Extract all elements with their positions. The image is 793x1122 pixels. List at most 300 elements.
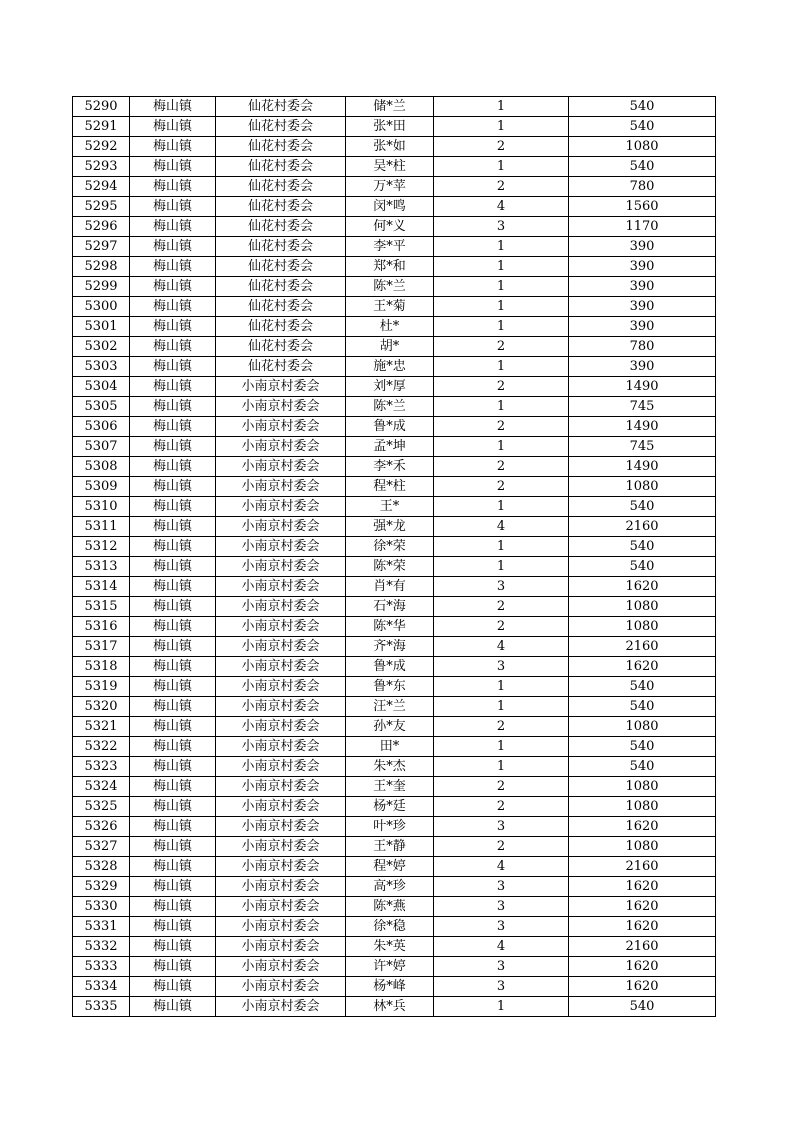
table-row bbox=[73, 277, 716, 297]
town-cell: 梅山镇 bbox=[130, 257, 216, 277]
town-cell: 梅山镇 bbox=[130, 757, 216, 777]
village-committee-cell: 小南京村委会 bbox=[216, 837, 346, 857]
table-row bbox=[73, 757, 716, 777]
row-number-cell: 5333 bbox=[73, 957, 130, 977]
household-count-cell: 2 bbox=[434, 477, 569, 497]
recipient-name-cell: 张*田 bbox=[346, 117, 434, 137]
town-cell: 梅山镇 bbox=[130, 137, 216, 157]
amount-cell: 390 bbox=[569, 257, 716, 277]
recipient-name-cell: 闵*鸣 bbox=[346, 197, 434, 217]
table-row bbox=[73, 997, 716, 1017]
table-row bbox=[73, 557, 716, 577]
amount-cell: 2160 bbox=[569, 857, 716, 877]
village-committee-cell: 小南京村委会 bbox=[216, 817, 346, 837]
village-committee-cell: 小南京村委会 bbox=[216, 637, 346, 657]
town-cell: 梅山镇 bbox=[130, 117, 216, 137]
table-row bbox=[73, 337, 716, 357]
table-row bbox=[73, 837, 716, 857]
amount-cell: 2160 bbox=[569, 937, 716, 957]
recipient-name-cell: 郑*和 bbox=[346, 257, 434, 277]
household-count-cell: 3 bbox=[434, 657, 569, 677]
household-count-cell: 2 bbox=[434, 777, 569, 797]
recipient-name-cell: 储*兰 bbox=[346, 97, 434, 117]
town-cell: 梅山镇 bbox=[130, 577, 216, 597]
amount-cell: 1620 bbox=[569, 577, 716, 597]
village-committee-cell: 仙花村委会 bbox=[216, 237, 346, 257]
recipient-name-cell: 万*苹 bbox=[346, 177, 434, 197]
village-committee-cell: 小南京村委会 bbox=[216, 537, 346, 557]
recipient-name-cell: 何*义 bbox=[346, 217, 434, 237]
village-committee-cell: 仙花村委会 bbox=[216, 217, 346, 237]
row-number-cell: 5303 bbox=[73, 357, 130, 377]
table-row bbox=[73, 397, 716, 417]
row-number-cell: 5301 bbox=[73, 317, 130, 337]
recipient-name-cell: 许*婷 bbox=[346, 957, 434, 977]
amount-cell: 390 bbox=[569, 277, 716, 297]
recipient-name-cell: 杜* bbox=[346, 317, 434, 337]
row-number-cell: 5307 bbox=[73, 437, 130, 457]
recipient-name-cell: 李*禾 bbox=[346, 457, 434, 477]
amount-cell: 1080 bbox=[569, 837, 716, 857]
town-cell: 梅山镇 bbox=[130, 237, 216, 257]
row-number-cell: 5329 bbox=[73, 877, 130, 897]
amount-cell: 1080 bbox=[569, 777, 716, 797]
row-number-cell: 5331 bbox=[73, 917, 130, 937]
town-cell: 梅山镇 bbox=[130, 857, 216, 877]
household-count-cell: 1 bbox=[434, 757, 569, 777]
recipient-name-cell: 吴*柱 bbox=[346, 157, 434, 177]
row-number-cell: 5291 bbox=[73, 117, 130, 137]
household-count-cell: 3 bbox=[434, 897, 569, 917]
village-committee-cell: 小南京村委会 bbox=[216, 857, 346, 877]
household-count-cell: 4 bbox=[434, 937, 569, 957]
row-number-cell: 5311 bbox=[73, 517, 130, 537]
recipient-name-cell: 王*菊 bbox=[346, 297, 434, 317]
table-row bbox=[73, 797, 716, 817]
town-cell: 梅山镇 bbox=[130, 557, 216, 577]
household-count-cell: 4 bbox=[434, 197, 569, 217]
household-count-cell: 2 bbox=[434, 717, 569, 737]
row-number-cell: 5320 bbox=[73, 697, 130, 717]
village-committee-cell: 小南京村委会 bbox=[216, 517, 346, 537]
household-count-cell: 1 bbox=[434, 357, 569, 377]
town-cell: 梅山镇 bbox=[130, 657, 216, 677]
household-count-cell: 2 bbox=[434, 377, 569, 397]
amount-cell: 1620 bbox=[569, 877, 716, 897]
village-committee-cell: 小南京村委会 bbox=[216, 617, 346, 637]
table-row bbox=[73, 697, 716, 717]
recipient-name-cell: 石*海 bbox=[346, 597, 434, 617]
table-row bbox=[73, 297, 716, 317]
village-committee-cell: 小南京村委会 bbox=[216, 597, 346, 617]
amount-cell: 390 bbox=[569, 317, 716, 337]
recipient-name-cell: 刘*厚 bbox=[346, 377, 434, 397]
household-count-cell: 2 bbox=[434, 457, 569, 477]
table-row bbox=[73, 597, 716, 617]
recipient-name-cell: 高*珍 bbox=[346, 877, 434, 897]
amount-cell: 390 bbox=[569, 297, 716, 317]
recipient-name-cell: 叶*珍 bbox=[346, 817, 434, 837]
village-committee-cell: 小南京村委会 bbox=[216, 957, 346, 977]
town-cell: 梅山镇 bbox=[130, 377, 216, 397]
village-committee-cell: 小南京村委会 bbox=[216, 417, 346, 437]
table-row bbox=[73, 217, 716, 237]
household-count-cell: 1 bbox=[434, 557, 569, 577]
amount-cell: 540 bbox=[569, 697, 716, 717]
row-number-cell: 5316 bbox=[73, 617, 130, 637]
recipient-name-cell: 王* bbox=[346, 497, 434, 517]
recipient-name-cell: 程*婷 bbox=[346, 857, 434, 877]
household-count-cell: 2 bbox=[434, 137, 569, 157]
amount-cell: 540 bbox=[569, 677, 716, 697]
household-count-cell: 4 bbox=[434, 857, 569, 877]
recipient-name-cell: 杨*峰 bbox=[346, 977, 434, 997]
household-count-cell: 1 bbox=[434, 317, 569, 337]
amount-cell: 540 bbox=[569, 557, 716, 577]
amount-cell: 1080 bbox=[569, 717, 716, 737]
town-cell: 梅山镇 bbox=[130, 637, 216, 657]
row-number-cell: 5322 bbox=[73, 737, 130, 757]
recipient-name-cell: 陈*兰 bbox=[346, 277, 434, 297]
table-row bbox=[73, 197, 716, 217]
recipient-name-cell: 李*平 bbox=[346, 237, 434, 257]
row-number-cell: 5302 bbox=[73, 337, 130, 357]
table-row bbox=[73, 517, 716, 537]
amount-cell: 2160 bbox=[569, 517, 716, 537]
town-cell: 梅山镇 bbox=[130, 177, 216, 197]
recipient-name-cell: 陈*兰 bbox=[346, 397, 434, 417]
village-committee-cell: 小南京村委会 bbox=[216, 937, 346, 957]
amount-cell: 745 bbox=[569, 397, 716, 417]
household-count-cell: 1 bbox=[434, 397, 569, 417]
table-row bbox=[73, 937, 716, 957]
household-count-cell: 2 bbox=[434, 617, 569, 637]
amount-cell: 1620 bbox=[569, 897, 716, 917]
amount-cell: 1080 bbox=[569, 477, 716, 497]
table-row bbox=[73, 917, 716, 937]
table-row bbox=[73, 537, 716, 557]
household-count-cell: 2 bbox=[434, 177, 569, 197]
town-cell: 梅山镇 bbox=[130, 517, 216, 537]
town-cell: 梅山镇 bbox=[130, 337, 216, 357]
table-row bbox=[73, 617, 716, 637]
town-cell: 梅山镇 bbox=[130, 457, 216, 477]
row-number-cell: 5309 bbox=[73, 477, 130, 497]
household-count-cell: 3 bbox=[434, 577, 569, 597]
row-number-cell: 5294 bbox=[73, 177, 130, 197]
row-number-cell: 5297 bbox=[73, 237, 130, 257]
row-number-cell: 5330 bbox=[73, 897, 130, 917]
household-count-cell: 3 bbox=[434, 917, 569, 937]
household-count-cell: 1 bbox=[434, 997, 569, 1017]
town-cell: 梅山镇 bbox=[130, 737, 216, 757]
household-count-cell: 1 bbox=[434, 237, 569, 257]
row-number-cell: 5290 bbox=[73, 97, 130, 117]
table-row bbox=[73, 97, 716, 117]
household-count-cell: 3 bbox=[434, 977, 569, 997]
row-number-cell: 5334 bbox=[73, 977, 130, 997]
amount-cell: 1620 bbox=[569, 957, 716, 977]
row-number-cell: 5298 bbox=[73, 257, 130, 277]
row-number-cell: 5304 bbox=[73, 377, 130, 397]
amount-cell: 1560 bbox=[569, 197, 716, 217]
town-cell: 梅山镇 bbox=[130, 677, 216, 697]
town-cell: 梅山镇 bbox=[130, 357, 216, 377]
village-committee-cell: 小南京村委会 bbox=[216, 657, 346, 677]
household-count-cell: 3 bbox=[434, 877, 569, 897]
recipient-name-cell: 陈*荣 bbox=[346, 557, 434, 577]
household-count-cell: 1 bbox=[434, 257, 569, 277]
village-committee-cell: 小南京村委会 bbox=[216, 797, 346, 817]
household-count-cell: 1 bbox=[434, 497, 569, 517]
village-committee-cell: 小南京村委会 bbox=[216, 397, 346, 417]
household-count-cell: 3 bbox=[434, 817, 569, 837]
town-cell: 梅山镇 bbox=[130, 477, 216, 497]
row-number-cell: 5293 bbox=[73, 157, 130, 177]
household-count-cell: 1 bbox=[434, 97, 569, 117]
recipient-name-cell: 陈*华 bbox=[346, 617, 434, 637]
village-committee-cell: 小南京村委会 bbox=[216, 437, 346, 457]
row-number-cell: 5319 bbox=[73, 677, 130, 697]
amount-cell: 1080 bbox=[569, 617, 716, 637]
table-row bbox=[73, 977, 716, 997]
table-row bbox=[73, 377, 716, 397]
town-cell: 梅山镇 bbox=[130, 957, 216, 977]
town-cell: 梅山镇 bbox=[130, 937, 216, 957]
village-committee-cell: 仙花村委会 bbox=[216, 157, 346, 177]
table-row bbox=[73, 457, 716, 477]
table-row bbox=[73, 857, 716, 877]
recipient-name-cell: 朱*杰 bbox=[346, 757, 434, 777]
household-count-cell: 1 bbox=[434, 697, 569, 717]
amount-cell: 540 bbox=[569, 757, 716, 777]
household-count-cell: 2 bbox=[434, 597, 569, 617]
household-count-cell: 2 bbox=[434, 837, 569, 857]
village-committee-cell: 仙花村委会 bbox=[216, 97, 346, 117]
household-count-cell: 1 bbox=[434, 117, 569, 137]
row-number-cell: 5295 bbox=[73, 197, 130, 217]
village-committee-cell: 小南京村委会 bbox=[216, 977, 346, 997]
row-number-cell: 5306 bbox=[73, 417, 130, 437]
table-row bbox=[73, 817, 716, 837]
recipient-name-cell: 徐*稳 bbox=[346, 917, 434, 937]
village-committee-cell: 仙花村委会 bbox=[216, 337, 346, 357]
town-cell: 梅山镇 bbox=[130, 597, 216, 617]
household-count-cell: 3 bbox=[434, 217, 569, 237]
row-number-cell: 5292 bbox=[73, 137, 130, 157]
table-row bbox=[73, 777, 716, 797]
table-row bbox=[73, 737, 716, 757]
table-row bbox=[73, 717, 716, 737]
row-number-cell: 5318 bbox=[73, 657, 130, 677]
village-committee-cell: 小南京村委会 bbox=[216, 737, 346, 757]
row-number-cell: 5323 bbox=[73, 757, 130, 777]
recipient-name-cell: 杨*廷 bbox=[346, 797, 434, 817]
household-count-cell: 1 bbox=[434, 677, 569, 697]
row-number-cell: 5315 bbox=[73, 597, 130, 617]
row-number-cell: 5314 bbox=[73, 577, 130, 597]
roster-table bbox=[72, 96, 716, 1017]
amount-cell: 780 bbox=[569, 177, 716, 197]
row-number-cell: 5308 bbox=[73, 457, 130, 477]
row-number-cell: 5325 bbox=[73, 797, 130, 817]
town-cell: 梅山镇 bbox=[130, 897, 216, 917]
town-cell: 梅山镇 bbox=[130, 817, 216, 837]
village-committee-cell: 小南京村委会 bbox=[216, 997, 346, 1017]
town-cell: 梅山镇 bbox=[130, 397, 216, 417]
recipient-name-cell: 孙*友 bbox=[346, 717, 434, 737]
amount-cell: 780 bbox=[569, 337, 716, 357]
town-cell: 梅山镇 bbox=[130, 717, 216, 737]
recipient-name-cell: 徐*荣 bbox=[346, 537, 434, 557]
amount-cell: 1490 bbox=[569, 417, 716, 437]
amount-cell: 540 bbox=[569, 97, 716, 117]
village-committee-cell: 小南京村委会 bbox=[216, 557, 346, 577]
amount-cell: 1620 bbox=[569, 917, 716, 937]
amount-cell: 390 bbox=[569, 357, 716, 377]
row-number-cell: 5326 bbox=[73, 817, 130, 837]
village-committee-cell: 小南京村委会 bbox=[216, 457, 346, 477]
recipient-name-cell: 强*龙 bbox=[346, 517, 434, 537]
village-committee-cell: 小南京村委会 bbox=[216, 697, 346, 717]
table-row bbox=[73, 677, 716, 697]
table-row bbox=[73, 357, 716, 377]
table-row bbox=[73, 117, 716, 137]
town-cell: 梅山镇 bbox=[130, 537, 216, 557]
village-committee-cell: 小南京村委会 bbox=[216, 877, 346, 897]
village-committee-cell: 仙花村委会 bbox=[216, 357, 346, 377]
village-committee-cell: 仙花村委会 bbox=[216, 277, 346, 297]
amount-cell: 540 bbox=[569, 997, 716, 1017]
table-row bbox=[73, 497, 716, 517]
table-row bbox=[73, 157, 716, 177]
household-count-cell: 2 bbox=[434, 417, 569, 437]
amount-cell: 1170 bbox=[569, 217, 716, 237]
household-count-cell: 3 bbox=[434, 957, 569, 977]
town-cell: 梅山镇 bbox=[130, 917, 216, 937]
amount-cell: 540 bbox=[569, 497, 716, 517]
village-committee-cell: 小南京村委会 bbox=[216, 477, 346, 497]
row-number-cell: 5335 bbox=[73, 997, 130, 1017]
table-row bbox=[73, 237, 716, 257]
row-number-cell: 5299 bbox=[73, 277, 130, 297]
amount-cell: 1490 bbox=[569, 457, 716, 477]
household-count-cell: 1 bbox=[434, 277, 569, 297]
town-cell: 梅山镇 bbox=[130, 277, 216, 297]
village-committee-cell: 小南京村委会 bbox=[216, 897, 346, 917]
recipient-name-cell: 王*奎 bbox=[346, 777, 434, 797]
table-row bbox=[73, 417, 716, 437]
town-cell: 梅山镇 bbox=[130, 697, 216, 717]
household-count-cell: 2 bbox=[434, 797, 569, 817]
table-row bbox=[73, 477, 716, 497]
row-number-cell: 5313 bbox=[73, 557, 130, 577]
town-cell: 梅山镇 bbox=[130, 997, 216, 1017]
row-number-cell: 5300 bbox=[73, 297, 130, 317]
recipient-name-cell: 肖*有 bbox=[346, 577, 434, 597]
table-row bbox=[73, 637, 716, 657]
recipient-name-cell: 孟*坤 bbox=[346, 437, 434, 457]
amount-cell: 1080 bbox=[569, 597, 716, 617]
town-cell: 梅山镇 bbox=[130, 197, 216, 217]
household-count-cell: 4 bbox=[434, 517, 569, 537]
town-cell: 梅山镇 bbox=[130, 97, 216, 117]
recipient-name-cell: 鲁*成 bbox=[346, 657, 434, 677]
table-row bbox=[73, 137, 716, 157]
recipient-name-cell: 田* bbox=[346, 737, 434, 757]
household-count-cell: 4 bbox=[434, 637, 569, 657]
table-row bbox=[73, 177, 716, 197]
village-committee-cell: 小南京村委会 bbox=[216, 577, 346, 597]
recipient-name-cell: 朱*英 bbox=[346, 937, 434, 957]
amount-cell: 1080 bbox=[569, 797, 716, 817]
household-count-cell: 1 bbox=[434, 157, 569, 177]
row-number-cell: 5321 bbox=[73, 717, 130, 737]
village-committee-cell: 仙花村委会 bbox=[216, 297, 346, 317]
row-number-cell: 5327 bbox=[73, 837, 130, 857]
row-number-cell: 5310 bbox=[73, 497, 130, 517]
household-count-cell: 1 bbox=[434, 437, 569, 457]
amount-cell: 745 bbox=[569, 437, 716, 457]
town-cell: 梅山镇 bbox=[130, 157, 216, 177]
recipient-name-cell: 施*忠 bbox=[346, 357, 434, 377]
village-committee-cell: 仙花村委会 bbox=[216, 197, 346, 217]
town-cell: 梅山镇 bbox=[130, 837, 216, 857]
row-number-cell: 5324 bbox=[73, 777, 130, 797]
town-cell: 梅山镇 bbox=[130, 417, 216, 437]
village-committee-cell: 小南京村委会 bbox=[216, 777, 346, 797]
amount-cell: 1620 bbox=[569, 657, 716, 677]
village-committee-cell: 小南京村委会 bbox=[216, 757, 346, 777]
recipient-name-cell: 张*如 bbox=[346, 137, 434, 157]
town-cell: 梅山镇 bbox=[130, 877, 216, 897]
row-number-cell: 5332 bbox=[73, 937, 130, 957]
recipient-name-cell: 汪*兰 bbox=[346, 697, 434, 717]
household-count-cell: 2 bbox=[434, 337, 569, 357]
row-number-cell: 5305 bbox=[73, 397, 130, 417]
village-committee-cell: 仙花村委会 bbox=[216, 257, 346, 277]
row-number-cell: 5296 bbox=[73, 217, 130, 237]
roster-body bbox=[73, 97, 716, 1017]
town-cell: 梅山镇 bbox=[130, 617, 216, 637]
recipient-name-cell: 王*静 bbox=[346, 837, 434, 857]
amount-cell: 540 bbox=[569, 537, 716, 557]
town-cell: 梅山镇 bbox=[130, 217, 216, 237]
recipient-name-cell: 胡* bbox=[346, 337, 434, 357]
village-committee-cell: 小南京村委会 bbox=[216, 497, 346, 517]
recipient-name-cell: 齐*海 bbox=[346, 637, 434, 657]
town-cell: 梅山镇 bbox=[130, 797, 216, 817]
row-number-cell: 5328 bbox=[73, 857, 130, 877]
amount-cell: 540 bbox=[569, 157, 716, 177]
table-row bbox=[73, 577, 716, 597]
row-number-cell: 5317 bbox=[73, 637, 130, 657]
town-cell: 梅山镇 bbox=[130, 297, 216, 317]
amount-cell: 1080 bbox=[569, 137, 716, 157]
amount-cell: 1490 bbox=[569, 377, 716, 397]
table-row bbox=[73, 437, 716, 457]
village-committee-cell: 小南京村委会 bbox=[216, 917, 346, 937]
town-cell: 梅山镇 bbox=[130, 977, 216, 997]
village-committee-cell: 小南京村委会 bbox=[216, 717, 346, 737]
village-committee-cell: 仙花村委会 bbox=[216, 137, 346, 157]
town-cell: 梅山镇 bbox=[130, 437, 216, 457]
recipient-name-cell: 陈*燕 bbox=[346, 897, 434, 917]
table-row bbox=[73, 257, 716, 277]
village-committee-cell: 小南京村委会 bbox=[216, 677, 346, 697]
town-cell: 梅山镇 bbox=[130, 777, 216, 797]
recipient-name-cell: 鲁*东 bbox=[346, 677, 434, 697]
